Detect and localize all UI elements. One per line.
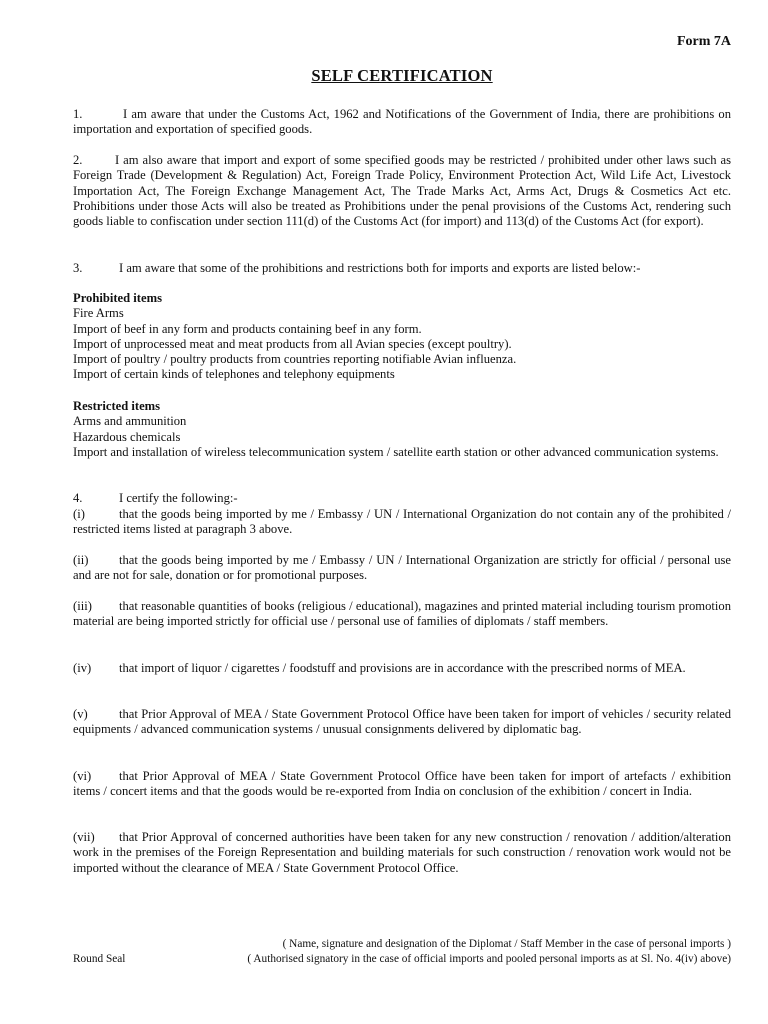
certification-item-v [73, 707, 731, 738]
certification-item-i [73, 507, 731, 538]
item-number: (ii) [73, 553, 89, 567]
item-number: (i) [73, 507, 85, 521]
item-text: that import of liquor / cigarettes / foodstuff and provisions are in accordance with the prescribed norms of MEA. [119, 661, 686, 675]
item-text: that the goods being imported by me / Embassy / UN / International Organization are strictly for official / personal use and are not for sale, donation or for promotional purposes. [73, 553, 731, 583]
paragraph-text: I am also aware that import and export of some specified goods may be restricted / prohibited under other laws such as Foreign Trade (Development & Regulation) Act, Foreign Trade Policy, Environment Protection Act, Wild Life Act, Livestock Importation Act, The Foreign Exchange Management Act, The Trade Marks Act, Arms Act, Drugs & Cosmetics Act etc. Prohibitions under those Acts will also be treated as Prohibitions under the penal provisions of the Customs Act, rendering such goods liable to confiscation under section 111(d) of the Customs Act (for import) and 113(d) of the Customs Act (for export). [73, 153, 731, 229]
item-text: that the goods being imported by me / Embassy / UN / International Organization do not contain any of the prohibited / restricted items listed at paragraph 3 above. [73, 507, 731, 537]
prohibited-items-section [73, 291, 731, 383]
item-number: (v) [73, 707, 88, 721]
paragraph-3 [73, 261, 731, 276]
list-item: Import of unprocessed meat and meat products from all Avian species (except poultry). [73, 336, 512, 351]
item-text: that Prior Approval of MEA / State Government Protocol Office have been taken for import of artefacts / exhibition items / concert items and that the goods would be re-exported from India on conclusion of the exhibition / concert in India. [73, 769, 731, 799]
item-number: (vi) [73, 769, 92, 783]
certification-item-ii [73, 553, 731, 584]
section-heading: Prohibited items [73, 291, 162, 305]
form-number: Form 7A [676, 34, 731, 49]
signature-line-1: ( Name, signature and designation of the Diplomat / Staff Member in the case of personal imports ) [282, 938, 731, 950]
paragraph-text: I am aware that under the Customs Act, 1962 and Notifications of the Government of India, there are prohibitions on importation and exportation of specified goods. [73, 107, 731, 137]
item-number: (iv) [73, 661, 92, 675]
list-item: Import of beef in any form and products containing beef in any form. [73, 321, 422, 336]
item-number: (iii) [73, 599, 92, 613]
signature-line-2: ( Authorised signatory in the case of official imports and pooled personal imports as at Sl. No. 4(iv) above) [247, 953, 731, 965]
paragraph-4 [73, 491, 731, 506]
paragraph-number: 1. [73, 107, 83, 121]
section-heading: Restricted items [73, 399, 161, 413]
certification-item-iv [73, 661, 731, 676]
item-number: (vii) [73, 830, 95, 844]
item-text: that Prior Approval of MEA / State Government Protocol Office have been taken for import of vehicles / security related equipments / advanced communication systems / unusual consignments delivered by diplomatic bag. [73, 707, 731, 737]
paragraph-number: 4. [73, 491, 83, 505]
paragraph-number: 2. [73, 153, 83, 167]
certification-item-vi [73, 769, 731, 800]
page-title: SELF CERTIFICATION [311, 66, 493, 85]
round-seal-label: Round Seal [73, 953, 126, 965]
list-item: Import and installation of wireless telecommunication system / satellite earth station or other advanced communication systems. [73, 444, 719, 459]
list-item: Fire Arms [73, 306, 124, 321]
certification-item-vii [73, 830, 731, 876]
item-text: that Prior Approval of concerned authorities have been taken for any new construction / renovation / addition/alteration work in the premises of the Foreign Representation and building materials for such construction / renovation work would not be imported without the clearance of MEA / State Government Protocol Office. [73, 830, 731, 875]
list-item: Hazardous chemicals [73, 429, 181, 444]
item-text: that reasonable quantities of books (religious / educational), magazines and printed material including tourism promotion material are being imported strictly for official use / personal use of families of diplomats / staff members. [73, 599, 731, 629]
list-item: Import of certain kinds of telephones and telephony equipments [73, 367, 395, 382]
paragraph-number: 3. [73, 261, 83, 275]
paragraph-text: I certify the following:- [119, 491, 238, 505]
list-item: Arms and ammunition [73, 414, 187, 429]
paragraph-1 [73, 107, 731, 138]
paragraph-text: I am aware that some of the prohibitions and restrictions both for imports and exports are listed below:- [119, 261, 641, 275]
list-item: Import of poultry / poultry products from countries reporting notifiable Avian influenza. [73, 352, 517, 367]
form-page [73, 0, 731, 1024]
paragraph-2 [73, 153, 731, 229]
restricted-items-section [73, 399, 731, 460]
certification-item-iii [73, 599, 731, 630]
